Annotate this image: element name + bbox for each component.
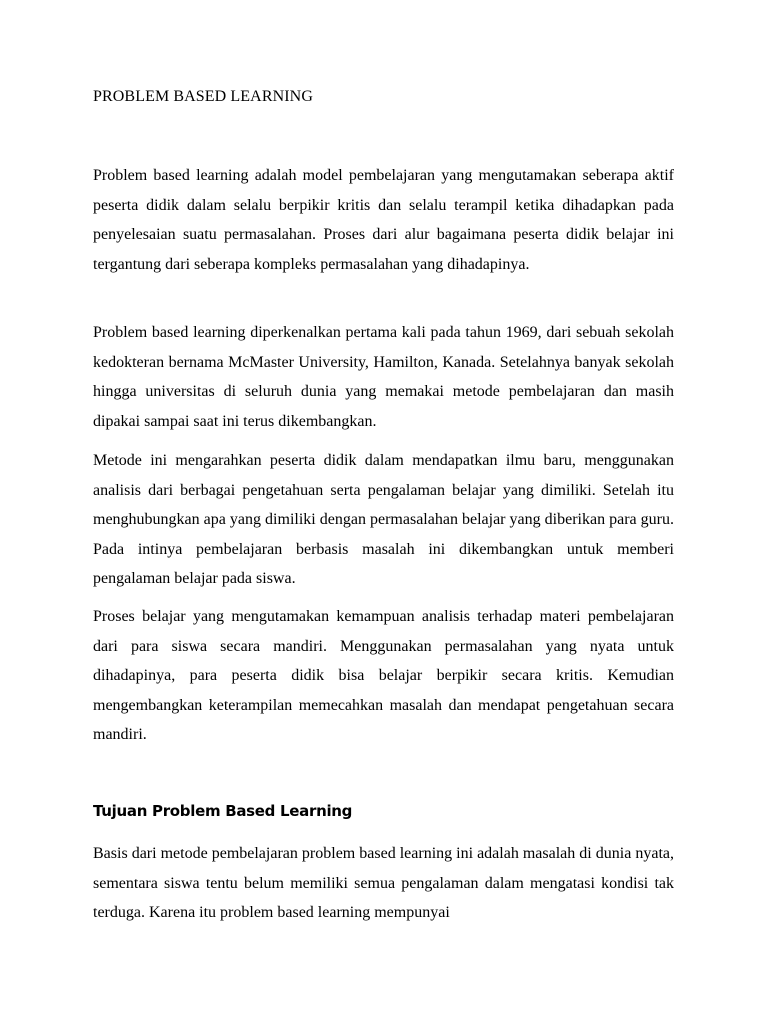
section-heading: Tujuan Problem Based Learning <box>93 802 353 820</box>
document-title: PROBLEM BASED LEARNING <box>93 88 313 105</box>
paragraph-method: Metode ini mengarahkan peserta didik dalam mendapatkan ilmu baru, menggunakan analisis dari berbagai pengetahuan serta pengalaman belajar yang dimiliki. Setelah itu menghubungkan apa yang dimiliki dengan permasalahan belajar yang diberikan para guru. Pada intinya pembelajaran berbasis masalah ini dikembangkan untuk memberi pengalaman belajar pada siswa. <box>93 452 674 587</box>
paragraph-process: Proses belajar yang mengutamakan kemampuan analisis terhadap materi pembelajaran dari para siswa secara mandiri. Menggunakan permasalahan yang nyata untuk dihadapinya, para peserta didik bisa belajar berpikir secara kritis. Kemudian mengembangkan keterampilan memecahkan masalah dan mendapat pengetahuan secara mandiri. <box>93 608 674 743</box>
section-paragraph: Basis dari metode pembelajaran problem based learning ini adalah masalah di dunia nyata, sementara siswa tentu belum memiliki semua pengalaman dalam mengatasi kondisi tak terduga. Karena itu problem based learning mempunyai <box>93 845 674 921</box>
paragraph-definition: Problem based learning adalah model pembelajaran yang mengutamakan seberapa aktif peserta didik dalam selalu berpikir kritis dan selalu terampil ketika dihadapkan pada penyelesaian suatu permasalahan. Proses dari alur bagaimana peserta didik belajar ini tergantung dari seberapa kompleks permasalahan yang dihadapinya. <box>93 167 674 273</box>
paragraph-history: Problem based learning diperkenalkan pertama kali pada tahun 1969, dari sebuah sekolah kedokteran bernama McMaster University, Hamilton, Kanada. Setelahnya banyak sekolah hingga universitas di seluruh dunia yang memakai metode pembelajaran dan masih dipakai sampai saat ini terus dikembangkan. <box>93 324 674 430</box>
